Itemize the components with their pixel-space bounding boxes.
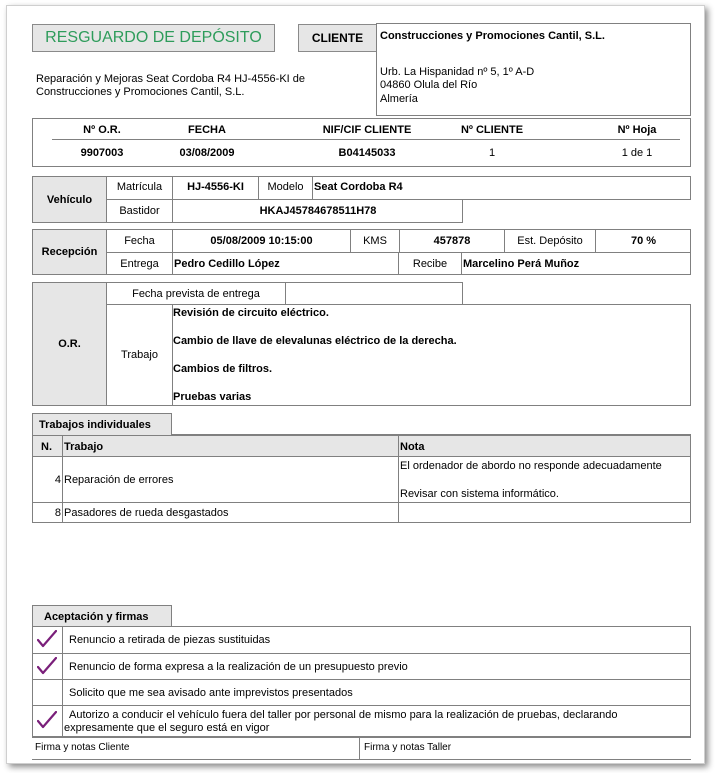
modelo-label: Modelo — [267, 181, 304, 193]
acceptance-tab — [32, 605, 172, 627]
or-section-label: O.R. — [58, 338, 81, 350]
recibe-value: Marcelino Perá Muñoz — [463, 258, 580, 270]
bastidor-label: Bastidor — [119, 205, 160, 217]
vehicle-section-label-box — [32, 176, 107, 223]
reception-section-label-box — [32, 229, 107, 275]
entrega-label: Entrega — [120, 258, 159, 270]
matricula-label: Matrícula — [116, 181, 163, 193]
acceptance-item-4-line2: expresamente que el seguro está en vigor — [64, 722, 270, 734]
deposit-value: 70 % — [630, 235, 657, 247]
client-address-line1: Urb. La Hispanidad nº 5, 1º A-D — [380, 66, 535, 78]
document-page — [6, 5, 705, 764]
client-name: Construcciones y Promociones Cantil, S.L. — [380, 30, 605, 42]
sign-client-label: Firma y notas Cliente — [35, 742, 130, 753]
acceptance-tab-label: Aceptación y firmas — [44, 610, 149, 623]
checkmark-icon[interactable] — [37, 630, 57, 648]
fecha-label: Fecha — [124, 235, 155, 247]
order-client-number-value: 1 — [488, 147, 496, 159]
entrega-value: Pedro Cedillo López — [174, 258, 280, 270]
acceptance-item-3: Solicito que me sea avisado ante imprevistos presentados — [69, 687, 353, 699]
or-section-label-box — [32, 282, 107, 406]
job-1-trabajo: Reparación de errores — [64, 474, 174, 486]
client-label-box — [298, 24, 377, 52]
client-label: CLIENTE — [311, 31, 364, 45]
jobs-col-n: N. — [41, 441, 52, 453]
fecha-value: 05/08/2009 10:15:00 — [210, 235, 313, 247]
acceptance-item-2: Renuncio de forma expresa a la realización de un presupuesto previo — [69, 661, 408, 673]
document-title-text: RESGUARDO DE DEPÓSITO — [45, 29, 262, 46]
job-1-nota-line1: El ordenador de abordo no responde adecuadamente — [400, 460, 662, 472]
kms-value: 457878 — [433, 235, 471, 247]
work-line-4: Pruebas varias — [173, 391, 252, 403]
order-nif-header: NIF/CIF CLIENTE — [322, 124, 412, 136]
work-line-3: Cambios de filtros. — [173, 363, 273, 375]
job-2-trabajo: Pasadores de rueda desgastados — [64, 507, 229, 519]
order-number-header: Nº O.R. — [83, 124, 121, 136]
matricula-value: HJ-4556-KI — [187, 181, 244, 193]
vehicle-section-label: Vehículo — [46, 193, 93, 206]
order-sheet-value: 1 de 1 — [621, 147, 653, 159]
order-sheet-header: Nº Hoja — [617, 124, 657, 136]
document-title — [32, 24, 275, 52]
client-address-line2: 04860 Olula del Río — [380, 79, 478, 91]
description-line2: Construcciones y Promociones Cantil, S.L. — [36, 86, 245, 98]
jobs-table-header — [32, 435, 691, 457]
reception-section-label: Recepción — [41, 246, 98, 258]
sign-workshop-label: Firma y notas Taller — [364, 742, 452, 753]
order-number-value: 9907003 — [80, 147, 124, 159]
deposit-label: Est. Depósito — [517, 235, 583, 247]
individual-jobs-tab-label: Trabajos individuales — [39, 418, 151, 431]
recibe-label: Recibe — [412, 258, 448, 270]
acceptance-item-1: Renuncio a retirada de piezas sustituidas — [69, 634, 271, 646]
checkmark-icon[interactable] — [37, 657, 57, 675]
order-client-number-header: Nº CLIENTE — [460, 124, 524, 136]
delivery-label: Fecha prevista de entrega — [132, 288, 260, 300]
order-nif-value: B04145033 — [338, 147, 396, 159]
description-line1: Reparación y Mejoras Seat Cordoba R4 HJ-4556-KI de — [36, 73, 306, 85]
job-2-n: 8 — [54, 507, 61, 519]
jobs-col-trabajo: Trabajo — [64, 441, 104, 453]
modelo-value: Seat Cordoba R4 — [314, 181, 403, 193]
work-line-2: Cambio de llave de elevalunas eléctrico de la derecha. — [173, 335, 457, 347]
order-date-value: 03/08/2009 — [179, 147, 235, 159]
job-1-n: 4 — [54, 474, 61, 486]
client-address-line3: Almería — [380, 93, 418, 105]
kms-label: KMS — [363, 235, 387, 247]
bastidor-value: HKAJ45784678511H78 — [259, 205, 377, 217]
jobs-col-nota: Nota — [400, 441, 425, 453]
individual-jobs-tab — [32, 413, 172, 435]
trabajo-label: Trabajo — [121, 349, 158, 361]
job-1-nota-line2: Revisar con sistema informático. — [400, 488, 559, 500]
work-line-1: Revisión de circuito eléctrico. — [173, 307, 329, 319]
order-date-header: FECHA — [188, 124, 226, 136]
checkmark-icon[interactable] — [37, 711, 57, 729]
acceptance-item-4-line1: Autorizo a conducir el vehículo fuera del taller por personal de mismo para la realización de pruebas, declarando — [69, 709, 618, 721]
